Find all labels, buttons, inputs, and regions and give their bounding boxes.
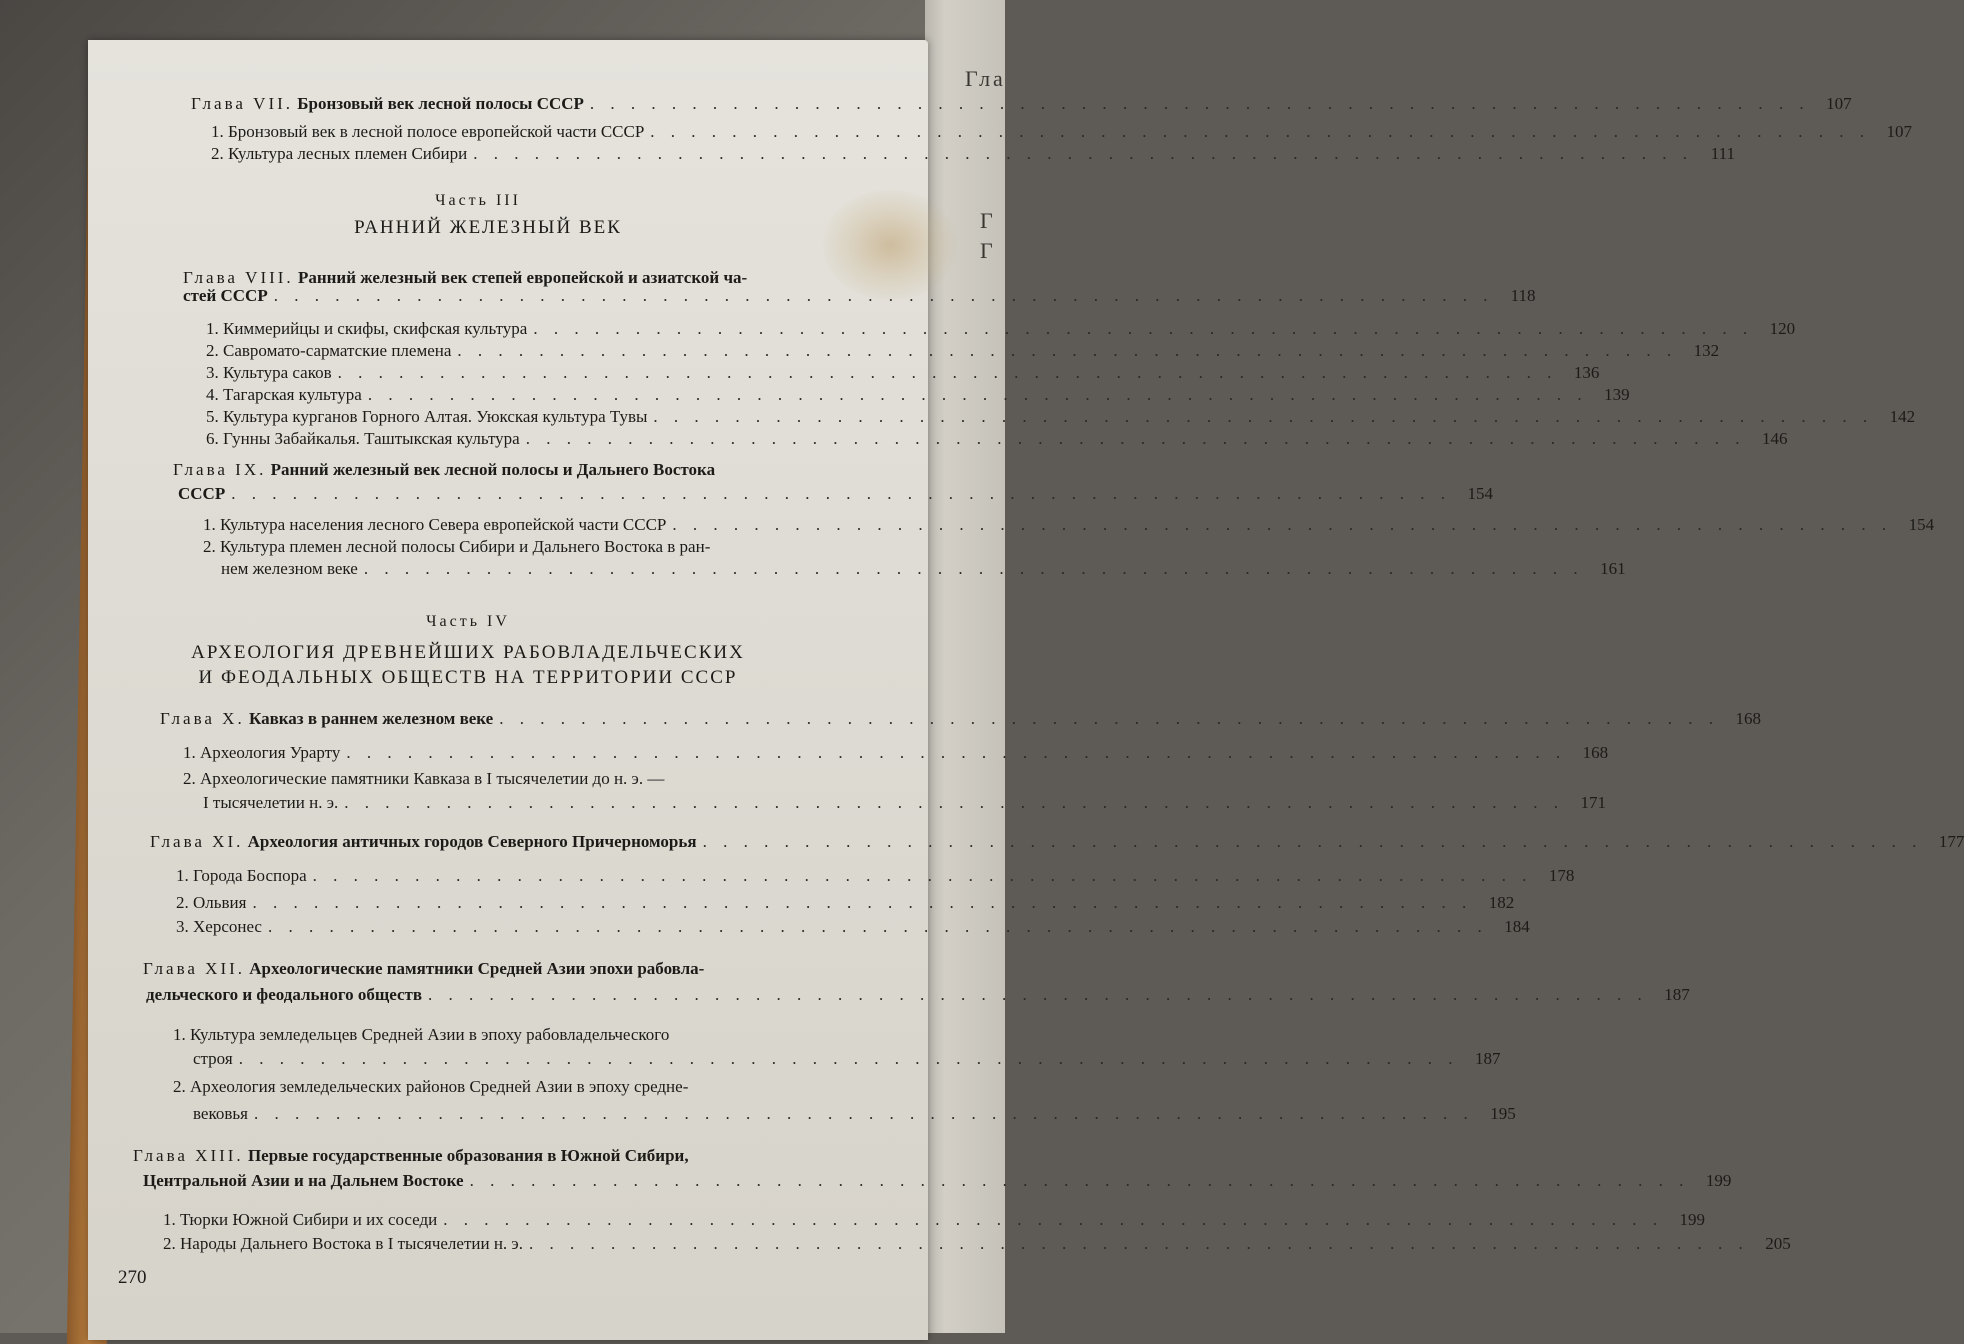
toc-chapter-11: Глава XI. Археология античных городов Северного Причерноморья . . . 177 <box>150 832 905 852</box>
toc-section: 4. Тагарская культура . . . 139 <box>206 385 878 405</box>
toc-chapter-9-cont: СССР . . . 154 <box>178 484 886 504</box>
part-label: Часть III <box>435 192 521 209</box>
facing-page-fragment: Гла <box>965 66 1006 91</box>
toc-section-cont: нем железном веке . . . 161 <box>221 559 886 579</box>
toc-section-cont: вековья . . . 195 <box>193 1104 920 1124</box>
toc-section: 1. Киммерийцы и скифы, скифская культура . . . 120 <box>206 319 878 339</box>
part-title: АРХЕОЛОГИЯ ДРЕВНЕЙШИХ РАБОВЛАДЕЛЬЧЕСКИХ <box>191 642 745 663</box>
toc-section: 1. Тюрки Южной Сибири и их соседи . . . 199 <box>163 1210 920 1230</box>
toc-section: 3. Херсонес . . . 184 <box>176 917 910 937</box>
water-stain <box>823 190 958 300</box>
toc-section: 1. Города Боспора . . . 178 <box>176 866 905 886</box>
toc-section: 2. Археологические памятники Кавказа в I тысячелетии до н. э. — <box>183 769 665 788</box>
toc-chapter-7: Глава VII. Бронзовый век лесной полосы СССР . . . 107 <box>191 94 841 114</box>
toc-section-cont: I тысячелетии н. э. . . . 171 <box>203 793 900 813</box>
toc-section: 1. Культура населения лесного Севера европейской части СССР . . . 154 <box>203 515 886 535</box>
facing-page-fragment: Г <box>980 208 993 233</box>
toc-section: 1. Бронзовый век в лесной полосе европейской части СССР . . . 107 <box>211 122 841 142</box>
part-title: И ФЕОДАЛЬНЫХ ОБЩЕСТВ НА ТЕРРИТОРИИ СССР <box>198 667 738 688</box>
toc-chapter-9: Глава IX. Ранний железный век лесной полосы и Дальнего Востока <box>173 460 716 479</box>
toc-chapter-10: Глава X. Кавказ в раннем железном веке . . . 168 <box>160 709 900 729</box>
toc-section: 2. Савромато-сарматские племена . . . 132 <box>206 341 878 361</box>
toc-chapter-8: Глава VIII. Ранний железный век степей европейской и азиатской ча- <box>183 268 748 287</box>
toc-section: 1. Культура земледельцев Средней Азии в эпоху рабовладельческого <box>173 1025 670 1044</box>
toc-section: 6. Гунны Забайкалья. Таштыкская культура . . . 146 <box>206 429 883 449</box>
toc-section: 2. Археология земледельческих районов Средней Азии в эпоху средне- <box>173 1077 689 1096</box>
toc-chapter-8-cont: стей СССР . . . 118 <box>183 286 878 306</box>
toc-section: 2. Культура лесных племен Сибири . . . 111 <box>211 144 841 164</box>
toc-chapter-13-cont: Центральной Азии и на Дальнем Востоке . . . 199 <box>143 1171 920 1191</box>
toc-section: 2. Ольвия . . . 182 <box>176 893 905 913</box>
page-number: 270 <box>118 1267 147 1288</box>
facing-page-fragment: Г <box>980 238 993 263</box>
toc-chapter-13: Глава XIII. Первые государственные образования в Южной Сибири, <box>133 1146 689 1165</box>
toc-section: 5. Культура курганов Горного Алтая. Уюкская культура Тувы . . . 142 <box>206 407 883 427</box>
toc-section: 2. Народы Дальнего Востока в I тысячелетии н. э. . . . 205 <box>163 1234 920 1254</box>
part-label: Часть IV <box>426 613 510 630</box>
toc-section-cont: строя . . . 187 <box>193 1049 915 1069</box>
toc-section: 1. Археология Урарту . . . 168 <box>183 743 900 763</box>
toc-section: 2. Культура племен лесной полосы Сибири и Дальнего Востока в ран- <box>203 537 711 556</box>
toc-chapter-12: Глава XII. Археологические памятники Средней Азии эпохи рабовла- <box>143 959 705 978</box>
toc-section: 3. Культура саков . . . 136 <box>206 363 878 383</box>
facing-page <box>925 0 1005 1333</box>
part-title: РАННИЙ ЖЕЛЕЗНЫЙ ВЕК <box>354 217 622 238</box>
toc-chapter-12-cont: дельческого и феодального обществ . . . 187 <box>146 985 915 1005</box>
book-page <box>88 40 1964 1340</box>
